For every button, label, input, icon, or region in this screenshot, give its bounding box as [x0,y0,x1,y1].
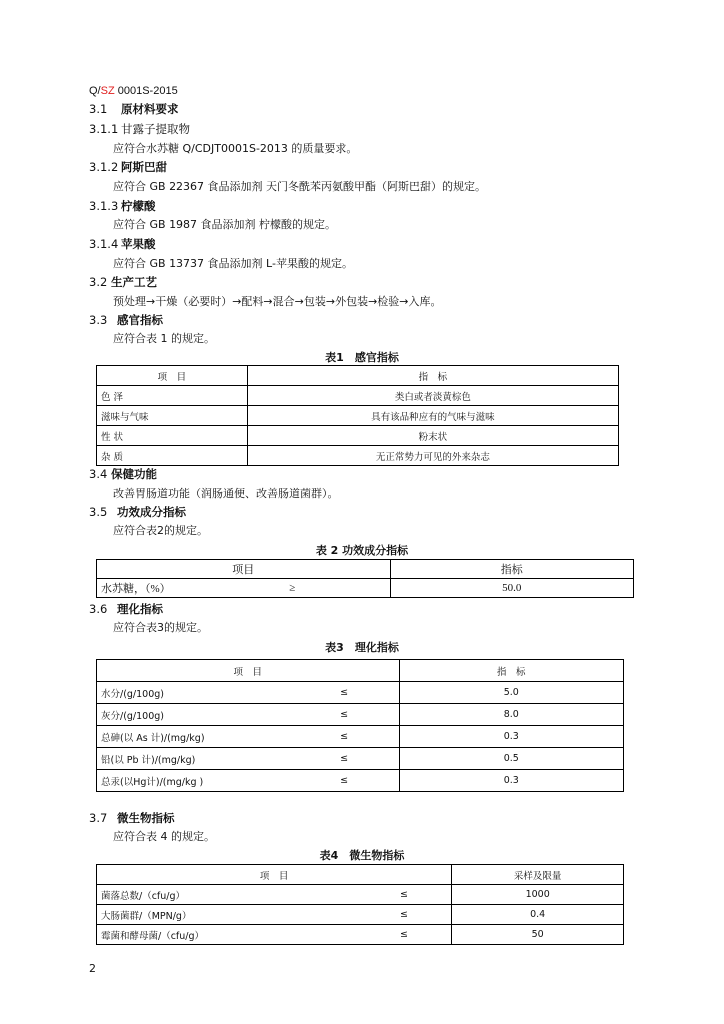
table-cell: ≤ [396,925,452,945]
section-3-2-text: 预处理→干燥（必要时）→配料→混合→包装→外包装→检验→入库。 [113,295,442,308]
table-row [97,660,624,682]
section-3-1-2-heading: 3.1.2 阿斯巴甜 [89,160,167,174]
page-number: 2 [89,962,96,975]
table-header-cell: 采样及限量 [452,865,624,885]
table-cell: 霉菌和酵母菌/（cfu/g） [97,925,396,945]
table-cell: ≤ [336,682,399,704]
table-cell: ≤ [336,726,399,748]
table-cell: 水苏糖，（%） [97,579,286,598]
table-cell: 1000 [452,885,624,905]
table-cell: 杂 质 [97,446,248,466]
table-3-caption: 表3 理化指标 [325,641,399,654]
section-3-7-heading: 3.7 微生物指标 [89,811,175,825]
table-cell: 50 [452,925,624,945]
table-header-cell: 项目 [97,560,391,579]
section-3-1-4-heading: 3.1.4 苹果酸 [89,237,156,251]
table-3 [96,659,624,792]
table-header-cell: 项 目 [97,366,248,386]
section-3-6-heading: 3.6 理化指标 [89,602,163,616]
table-cell: ≤ [396,885,452,905]
table-4-caption: 表4 微生物指标 [319,849,405,862]
table-cell: 性 状 [97,426,248,446]
table-cell: 铅(以 Pb 计)/(mg/kg) [97,748,337,770]
section-3-1-heading: 3.1 原材料要求 [89,102,179,116]
table-row [97,905,624,925]
section-3-1-2-text: 应符合 GB 22367 食品添加剂 天门冬酰苯丙氨酸甲酯（阿斯巴甜）的规定。 [113,180,487,193]
section-3-3-text: 应符合表 1 的规定。 [113,332,215,345]
table-row [97,426,619,446]
table-row [97,386,619,406]
table-cell: 0.3 [399,770,624,792]
section-3-5-text: 应符合表2的规定。 [113,524,208,537]
table-2 [96,559,634,598]
section-3-1-3-text: 应符合 GB 1987 食品添加剂 柠檬酸的规定。 [113,218,337,231]
section-3-2-heading: 3.2 生产工艺 [89,275,157,289]
table-row [97,748,624,770]
table-row [97,865,624,885]
table-cell: ≥ [285,579,390,598]
table-1-caption: 表1 感官指标 [325,351,399,364]
table-row [97,704,624,726]
section-3-4-text: 改善胃肠道功能（润肠通便、改善肠道菌群）。 [113,487,339,500]
table-row [97,406,619,426]
table-cell: ≤ [336,770,399,792]
table-cell: 水分/(g/100g) [97,682,337,704]
table-1 [96,365,619,466]
table-row [97,726,624,748]
table-cell: 类白或者淡黄棕色 [247,386,618,406]
table-cell: 0.3 [399,726,624,748]
table-row [97,682,624,704]
table-4 [96,864,624,945]
table-cell: ≤ [336,748,399,770]
section-3-1-3-heading: 3.1.3 柠檬酸 [89,199,156,213]
standard-code-highlight: SZ [100,85,115,97]
table-cell: 滋味与气味 [97,406,248,426]
table-cell: 菌落总数/（cfu/g） [97,885,396,905]
table-row [97,560,634,579]
table-header-cell: 项 目 [97,660,400,682]
section-3-5-heading: 3.5 功效成分指标 [89,505,186,519]
table-2-caption: 表 2 功效成分指标 [315,544,409,557]
table-row [97,366,619,386]
table-row [97,925,624,945]
table-cell: ≤ [396,905,452,925]
table-cell: ≤ [336,704,399,726]
section-3-6-text: 应符合表3的规定。 [113,621,208,634]
table-cell: 50.0 [390,579,634,598]
table-cell: 0.4 [452,905,624,925]
table-cell: 总砷(以 As 计)/(mg/kg) [97,726,337,748]
table-header-cell: 指标 [390,560,634,579]
table-row [97,885,624,905]
table-header-cell: 项 目 [97,865,452,885]
table-cell: 具有该品种应有的气味与滋味 [247,406,618,426]
section-3-1-1-text: 应符合水苏糖 Q/CDJT0001S-2013 的质量要求。 [113,142,358,155]
table-header-cell: 指 标 [399,660,624,682]
section-3-1-1-heading: 3.1.1 甘露子提取物 [89,122,190,136]
table-row [97,579,634,598]
table-cell: 无正常势力可见的外来杂志 [247,446,618,466]
table-header-cell: 指 标 [247,366,618,386]
table-row [97,770,624,792]
section-3-3-heading: 3.3 感官指标 [89,313,163,327]
section-3-7-text: 应符合表 4 的规定。 [113,830,215,843]
table-cell: 粉末状 [247,426,618,446]
standard-number: Q/SZ 0001S-2015 [89,85,178,97]
section-3-1-4-text: 应符合 GB 13737 食品添加剂 L-苹果酸的规定。 [113,257,353,270]
table-cell: 大肠菌群/（MPN/g） [97,905,396,925]
table-cell: 0.5 [399,748,624,770]
table-cell: 总汞(以Hg计)/(mg/kg ) [97,770,337,792]
table-cell: 色 泽 [97,386,248,406]
table-cell: 5.0 [399,682,624,704]
table-cell: 8.0 [399,704,624,726]
section-3-4-heading: 3.4 保健功能 [89,467,157,481]
table-cell: 灰分/(g/100g) [97,704,337,726]
table-row [97,446,619,466]
